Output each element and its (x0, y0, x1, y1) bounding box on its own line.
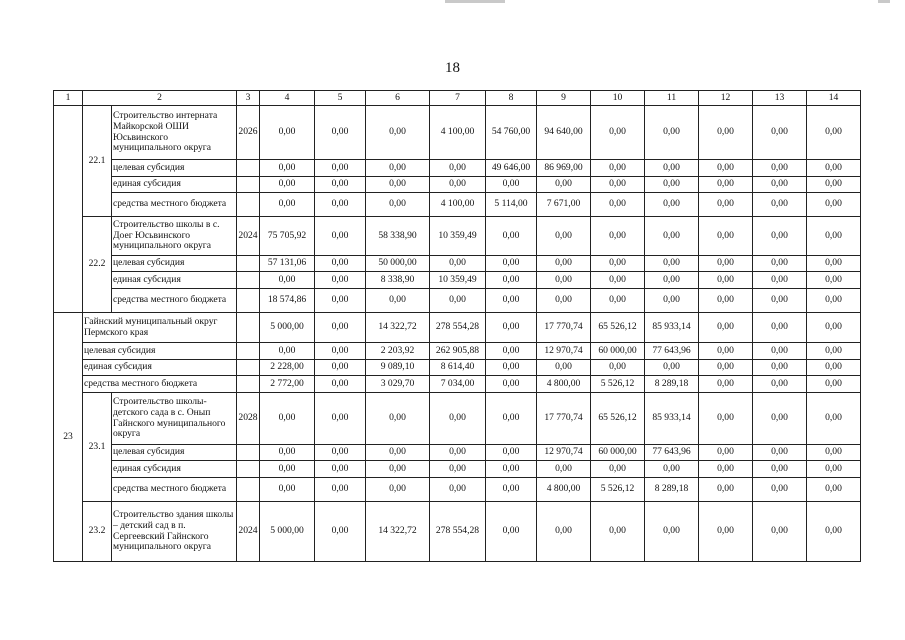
header-cell: 3 (237, 91, 260, 106)
value-cell: 0,00 (315, 256, 366, 272)
value-cell: 0,00 (591, 106, 645, 160)
value-cell: 262 905,88 (430, 343, 486, 360)
value-cell: 0,00 (591, 160, 645, 177)
value-cell: 0,00 (591, 193, 645, 217)
value-cell: 0,00 (699, 256, 753, 272)
value-cell: 0,00 (645, 177, 699, 193)
value-cell: 0,00 (430, 461, 486, 478)
value-cell: 0,00 (807, 461, 861, 478)
value-cell: 0,00 (807, 478, 861, 502)
value-cell: 0,00 (486, 478, 537, 502)
funding-row (54, 272, 861, 289)
header-cell: 10 (591, 91, 645, 106)
funding-label: средства местного бюджета (83, 376, 237, 393)
value-cell: 0,00 (807, 193, 861, 217)
value-cell: 0,00 (486, 376, 537, 393)
value-cell: 14 322,72 (366, 502, 430, 562)
value-cell: 0,00 (807, 376, 861, 393)
value-cell: 4 800,00 (537, 478, 591, 502)
value-cell: 0,00 (807, 256, 861, 272)
value-cell: 0,00 (807, 502, 861, 562)
funding-label: целевая субсидия (112, 256, 237, 272)
value-cell: 2 772,00 (260, 376, 315, 393)
value-cell: 86 969,00 (537, 160, 591, 177)
value-cell: 2 228,00 (260, 360, 315, 376)
value-cell: 0,00 (315, 106, 366, 160)
header-cell: 9 (537, 91, 591, 106)
project-year: 2024 (237, 502, 260, 562)
value-cell: 10 359,49 (430, 217, 486, 256)
value-cell: 0,00 (753, 106, 807, 160)
value-cell: 0,00 (699, 160, 753, 177)
subsection-number: 22.2 (83, 217, 112, 313)
value-cell: 0,00 (807, 289, 861, 313)
value-cell: 0,00 (753, 217, 807, 256)
value-cell: 0,00 (807, 272, 861, 289)
value-cell: 0,00 (537, 502, 591, 562)
value-cell: 0,00 (753, 502, 807, 562)
value-cell: 0,00 (315, 343, 366, 360)
value-cell: 10 359,49 (430, 272, 486, 289)
value-cell: 0,00 (699, 343, 753, 360)
value-cell: 0,00 (753, 289, 807, 313)
value-cell: 0,00 (537, 217, 591, 256)
value-cell: 0,00 (753, 256, 807, 272)
value-cell: 0,00 (699, 502, 753, 562)
header-cell: 6 (366, 91, 430, 106)
district-name: Гайнский муниципальный округ Пермского края (83, 313, 237, 343)
funding-label: единая субсидия (112, 177, 237, 193)
value-cell: 17 770,74 (537, 393, 591, 445)
value-cell: 0,00 (366, 177, 430, 193)
project-year: 2028 (237, 393, 260, 445)
value-cell: 0,00 (430, 445, 486, 461)
funding-row (54, 193, 861, 217)
value-cell: 0,00 (315, 177, 366, 193)
value-cell: 0,00 (315, 376, 366, 393)
section-number: 23 (54, 313, 83, 562)
value-cell: 5 526,12 (591, 478, 645, 502)
funding-label: единая субсидия (112, 461, 237, 478)
value-cell: 0,00 (486, 177, 537, 193)
value-cell: 0,00 (486, 289, 537, 313)
value-cell: 0,00 (753, 193, 807, 217)
year-cell (237, 343, 260, 360)
value-cell: 0,00 (486, 313, 537, 343)
value-cell: 0,00 (315, 461, 366, 478)
funding-row (54, 376, 861, 393)
value-cell: 0,00 (753, 445, 807, 461)
funding-label: целевая субсидия (112, 160, 237, 177)
value-cell: 0,00 (645, 502, 699, 562)
value-cell: 0,00 (315, 217, 366, 256)
value-cell: 0,00 (591, 177, 645, 193)
value-cell: 8 289,18 (645, 376, 699, 393)
value-cell: 49 646,00 (486, 160, 537, 177)
value-cell: 14 322,72 (366, 313, 430, 343)
header-cell: 13 (753, 91, 807, 106)
value-cell: 65 526,12 (591, 313, 645, 343)
value-cell: 0,00 (807, 393, 861, 445)
value-cell: 0,00 (645, 217, 699, 256)
district-row (54, 313, 861, 343)
value-cell: 0,00 (645, 360, 699, 376)
header-row (54, 91, 861, 106)
project-name: Строительство школы-детского сада в с. Онып Гайнского муниципального округа (112, 393, 237, 445)
value-cell: 0,00 (260, 106, 315, 160)
value-cell: 0,00 (430, 177, 486, 193)
value-cell: 0,00 (591, 217, 645, 256)
value-cell: 0,00 (430, 478, 486, 502)
value-cell: 8 614,40 (430, 360, 486, 376)
value-cell: 0,00 (591, 360, 645, 376)
year-cell (237, 289, 260, 313)
value-cell: 7 034,00 (430, 376, 486, 393)
value-cell: 0,00 (260, 272, 315, 289)
value-cell: 0,00 (699, 193, 753, 217)
value-cell: 0,00 (699, 478, 753, 502)
funding-label: единая субсидия (112, 272, 237, 289)
value-cell: 0,00 (645, 289, 699, 313)
value-cell: 0,00 (486, 272, 537, 289)
funding-row (54, 289, 861, 313)
value-cell: 0,00 (315, 360, 366, 376)
value-cell: 0,00 (315, 160, 366, 177)
year-cell (237, 360, 260, 376)
project-year: 2024 (237, 217, 260, 256)
value-cell: 0,00 (366, 445, 430, 461)
value-cell: 0,00 (315, 272, 366, 289)
value-cell: 94 640,00 (537, 106, 591, 160)
value-cell: 75 705,92 (260, 217, 315, 256)
value-cell: 0,00 (260, 160, 315, 177)
value-cell: 0,00 (807, 160, 861, 177)
year-cell (237, 256, 260, 272)
value-cell: 0,00 (699, 313, 753, 343)
project-year: 2026 (237, 106, 260, 160)
value-cell: 17 770,74 (537, 313, 591, 343)
value-cell: 18 574,86 (260, 289, 315, 313)
value-cell: 0,00 (645, 193, 699, 217)
value-cell: 0,00 (591, 461, 645, 478)
value-cell: 5 000,00 (260, 313, 315, 343)
value-cell: 0,00 (699, 461, 753, 478)
value-cell: 0,00 (366, 393, 430, 445)
value-cell: 0,00 (430, 393, 486, 445)
project-row (54, 217, 861, 256)
value-cell: 0,00 (591, 502, 645, 562)
value-cell: 0,00 (366, 160, 430, 177)
value-cell: 0,00 (486, 445, 537, 461)
value-cell: 0,00 (591, 272, 645, 289)
value-cell: 0,00 (753, 360, 807, 376)
value-cell: 5 000,00 (260, 502, 315, 562)
value-cell: 0,00 (315, 478, 366, 502)
value-cell: 0,00 (753, 177, 807, 193)
value-cell: 0,00 (807, 343, 861, 360)
header-cell: 14 (807, 91, 861, 106)
value-cell: 8 338,90 (366, 272, 430, 289)
value-cell: 3 029,70 (366, 376, 430, 393)
project-name: Строительство здания школы – детский сад в п. Сергеевский Гайнского муниципального округа (112, 502, 237, 562)
value-cell: 0,00 (486, 217, 537, 256)
value-cell: 0,00 (366, 461, 430, 478)
value-cell: 5 526,12 (591, 376, 645, 393)
value-cell: 0,00 (699, 177, 753, 193)
value-cell: 0,00 (753, 313, 807, 343)
value-cell: 0,00 (753, 461, 807, 478)
value-cell: 0,00 (699, 272, 753, 289)
value-cell: 0,00 (366, 193, 430, 217)
value-cell: 0,00 (537, 289, 591, 313)
value-cell: 0,00 (537, 256, 591, 272)
value-cell: 0,00 (366, 478, 430, 502)
funding-row (54, 360, 861, 376)
value-cell: 54 760,00 (486, 106, 537, 160)
value-cell: 0,00 (807, 106, 861, 160)
funding-row (54, 343, 861, 360)
value-cell: 0,00 (260, 461, 315, 478)
year-cell (237, 177, 260, 193)
year-cell (237, 313, 260, 343)
header-cell: 8 (486, 91, 537, 106)
value-cell: 60 000,00 (591, 343, 645, 360)
funding-label: средства местного бюджета (112, 289, 237, 313)
funding-label: единая субсидия (83, 360, 237, 376)
year-cell (237, 272, 260, 289)
value-cell: 0,00 (486, 393, 537, 445)
value-cell: 0,00 (645, 160, 699, 177)
value-cell: 0,00 (366, 106, 430, 160)
value-cell: 278 554,28 (430, 502, 486, 562)
funding-label: средства местного бюджета (112, 193, 237, 217)
value-cell: 0,00 (699, 376, 753, 393)
value-cell: 0,00 (315, 445, 366, 461)
value-cell: 65 526,12 (591, 393, 645, 445)
subsection-number: 23.2 (83, 502, 112, 562)
value-cell: 0,00 (807, 217, 861, 256)
value-cell: 0,00 (486, 461, 537, 478)
value-cell: 85 933,14 (645, 313, 699, 343)
project-name: Строительство школы в с. Доег Юсьвинского муниципального округа (112, 217, 237, 256)
value-cell: 4 100,00 (430, 193, 486, 217)
year-cell (237, 193, 260, 217)
value-cell: 7 671,00 (537, 193, 591, 217)
year-cell (237, 461, 260, 478)
page-number: 18 (445, 60, 460, 76)
value-cell: 0,00 (260, 343, 315, 360)
value-cell: 0,00 (699, 445, 753, 461)
project-row (54, 106, 861, 160)
funding-row (54, 256, 861, 272)
value-cell: 0,00 (260, 177, 315, 193)
project-name: Строительство интерната Майкорской ОШИ Юсьвинского муниципального округа (112, 106, 237, 160)
value-cell: 4 100,00 (430, 106, 486, 160)
value-cell: 0,00 (807, 177, 861, 193)
value-cell: 0,00 (645, 106, 699, 160)
funding-row (54, 160, 861, 177)
subsection-number: 22.1 (83, 106, 112, 217)
year-cell (237, 376, 260, 393)
value-cell: 0,00 (645, 256, 699, 272)
value-cell: 0,00 (537, 177, 591, 193)
funding-row (54, 445, 861, 461)
value-cell: 0,00 (537, 272, 591, 289)
value-cell: 0,00 (315, 289, 366, 313)
value-cell: 0,00 (260, 478, 315, 502)
header-cell: 7 (430, 91, 486, 106)
header-cell: 2 (83, 91, 237, 106)
value-cell: 0,00 (753, 160, 807, 177)
value-cell: 0,00 (591, 289, 645, 313)
value-cell: 0,00 (645, 272, 699, 289)
subsection-number: 23.1 (83, 393, 112, 502)
scan-mark-right (878, 0, 890, 3)
value-cell: 278 554,28 (430, 313, 486, 343)
header-cell: 4 (260, 91, 315, 106)
funding-label: целевая субсидия (83, 343, 237, 360)
value-cell: 85 933,14 (645, 393, 699, 445)
value-cell: 0,00 (430, 160, 486, 177)
value-cell: 12 970,74 (537, 445, 591, 461)
funding-row (54, 177, 861, 193)
value-cell: 0,00 (315, 393, 366, 445)
value-cell: 0,00 (807, 313, 861, 343)
header-cell: 12 (699, 91, 753, 106)
project-row (54, 393, 861, 445)
year-cell (237, 445, 260, 461)
value-cell: 0,00 (699, 360, 753, 376)
funding-row (54, 461, 861, 478)
value-cell: 0,00 (486, 502, 537, 562)
project-row (54, 502, 861, 562)
year-cell (237, 160, 260, 177)
value-cell: 0,00 (699, 393, 753, 445)
value-cell: 77 643,96 (645, 343, 699, 360)
funding-row (54, 478, 861, 502)
value-cell: 5 114,00 (486, 193, 537, 217)
value-cell: 0,00 (807, 360, 861, 376)
value-cell: 0,00 (430, 289, 486, 313)
scan-mark-left (445, 0, 505, 3)
value-cell: 9 089,10 (366, 360, 430, 376)
value-cell: 77 643,96 (645, 445, 699, 461)
year-cell (237, 478, 260, 502)
value-cell: 50 000,00 (366, 256, 430, 272)
value-cell: 0,00 (699, 217, 753, 256)
value-cell: 12 970,74 (537, 343, 591, 360)
value-cell: 0,00 (753, 343, 807, 360)
header-cell: 5 (315, 91, 366, 106)
value-cell: 0,00 (753, 478, 807, 502)
value-cell: 0,00 (699, 106, 753, 160)
section-number-cell (54, 106, 83, 313)
value-cell: 0,00 (807, 445, 861, 461)
value-cell: 0,00 (486, 256, 537, 272)
value-cell: 0,00 (366, 289, 430, 313)
value-cell: 0,00 (260, 393, 315, 445)
value-cell: 0,00 (260, 445, 315, 461)
value-cell: 4 800,00 (537, 376, 591, 393)
header-cell: 1 (54, 91, 83, 106)
value-cell: 0,00 (753, 272, 807, 289)
value-cell: 0,00 (315, 313, 366, 343)
value-cell: 0,00 (537, 461, 591, 478)
value-cell: 0,00 (753, 393, 807, 445)
value-cell: 0,00 (645, 461, 699, 478)
value-cell: 0,00 (537, 360, 591, 376)
value-cell: 0,00 (315, 502, 366, 562)
value-cell: 8 289,18 (645, 478, 699, 502)
funding-label: целевая субсидия (112, 445, 237, 461)
value-cell: 58 338,90 (366, 217, 430, 256)
value-cell: 57 131,06 (260, 256, 315, 272)
header-cell: 11 (645, 91, 699, 106)
value-cell: 0,00 (699, 289, 753, 313)
value-cell: 0,00 (486, 343, 537, 360)
funding-label: средства местного бюджета (112, 478, 237, 502)
value-cell: 60 000,00 (591, 445, 645, 461)
budget-table (53, 90, 861, 562)
value-cell: 0,00 (486, 360, 537, 376)
value-cell: 0,00 (591, 256, 645, 272)
value-cell: 0,00 (430, 256, 486, 272)
value-cell: 0,00 (315, 193, 366, 217)
value-cell: 0,00 (260, 193, 315, 217)
value-cell: 2 203,92 (366, 343, 430, 360)
value-cell: 0,00 (753, 376, 807, 393)
